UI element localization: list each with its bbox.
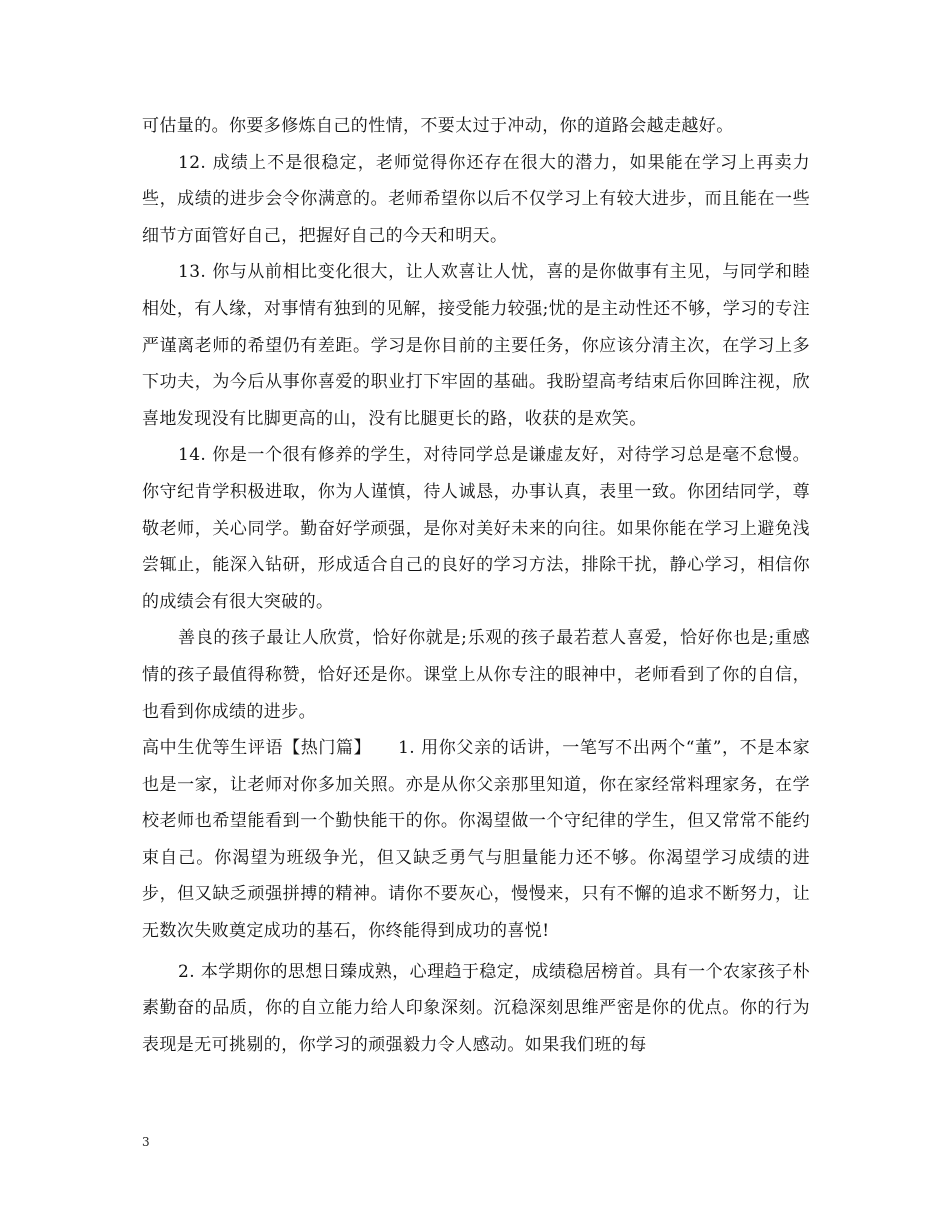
- paragraph-section-heading-item-1: 高中生优等生评语【热门篇】 1. 用你父亲的话讲，一笔写不出两个“董”，不是本家也是一家，让老师对你多加关照。亦是从你父亲那里知道，你在家经常料理家务，在学校老师也希望能看到一个勤快能干的你。你渴望做一个守纪律的学生，但又常常不能约束自己。你渴望为班级争光，但又缺乏勇气与胆量能力还不够。你渴望学习成绩的进步，但又缺乏顽强拼搏的精神。请你不要灰心，慢慢来，只有不懈的追求不断努力，让无数次失败奠定成功的基石，你终能得到成功的喜悦!: [142, 738, 810, 942]
- paragraph-continuation: 可估量的。你要多修炼自己的性情，不要太过于冲动，你的道路会越走越好。: [142, 116, 734, 136]
- page-number: 3: [142, 1135, 150, 1149]
- paragraph-item-12: 12. 成绩上不是很稳定，老师觉得你还存在很大的潜力，如果能在学习上再卖力些，成绩的进步会令你满意的。老师希望你以后不仅学习上有较大进步，而且能在一些细节方面管好自己，把握好自己的今天和明天。: [142, 152, 810, 246]
- paragraph-item-2: 2. 本学期你的思想日臻成熟，心理趋于稳定，成绩稳居榜首。具有一个农家孩子朴素勤奋的品质，你的自立能力给人印象深刻。沉稳深刻思维严密是你的优点。你的行为表现是无可挑剔的，你学习的顽强毅力令人感动。如果我们班的每: [142, 961, 810, 1055]
- paragraph-item-14: 14. 你是一个很有修养的学生，对待同学总是谦虚友好，对待学习总是毫不怠慢。你守纪肯学积极进取，你为人谨慎，待人诚恳，办事认真，表里一致。你团结同学，尊敬老师，关心同学。勤奋好学顽强，是你对美好未来的向往。如果你能在学习上避免浅尝辄止，能深入钻研，形成适合自己的良好的学习方法，排除干扰，静心学习，相信你的成绩会有很大突破的。: [142, 445, 810, 612]
- document-body: [142, 108, 810, 1063]
- paragraph-item-13: 13. 你与从前相比变化很大，让人欢喜让人忧，喜的是你做事有主见，与同学和睦相处，有人缘，对事情有独到的见解，接受能力较强;忧的是主动性还不够，学习的专注严谨离老师的希望仍有差距。学习是你目前的主要任务，你应该分清主次，在学习上多下功夫，为今后从事你喜爱的职业打下牢固的基础。我盼望高考结束后你回眸注视，欣喜地发现没有比脚更高的山，没有比腿更长的路，收获的是欢笑。: [142, 262, 810, 429]
- paragraph-closing-remark: 善良的孩子最让人欣赏，恰好你就是;乐观的孩子最若惹人喜爱，恰好你也是;重感情的孩子最值得称赞，恰好还是你。课堂上从你专注的眼神中，老师看到了你的自信，也看到你成绩的进步。: [142, 628, 810, 722]
